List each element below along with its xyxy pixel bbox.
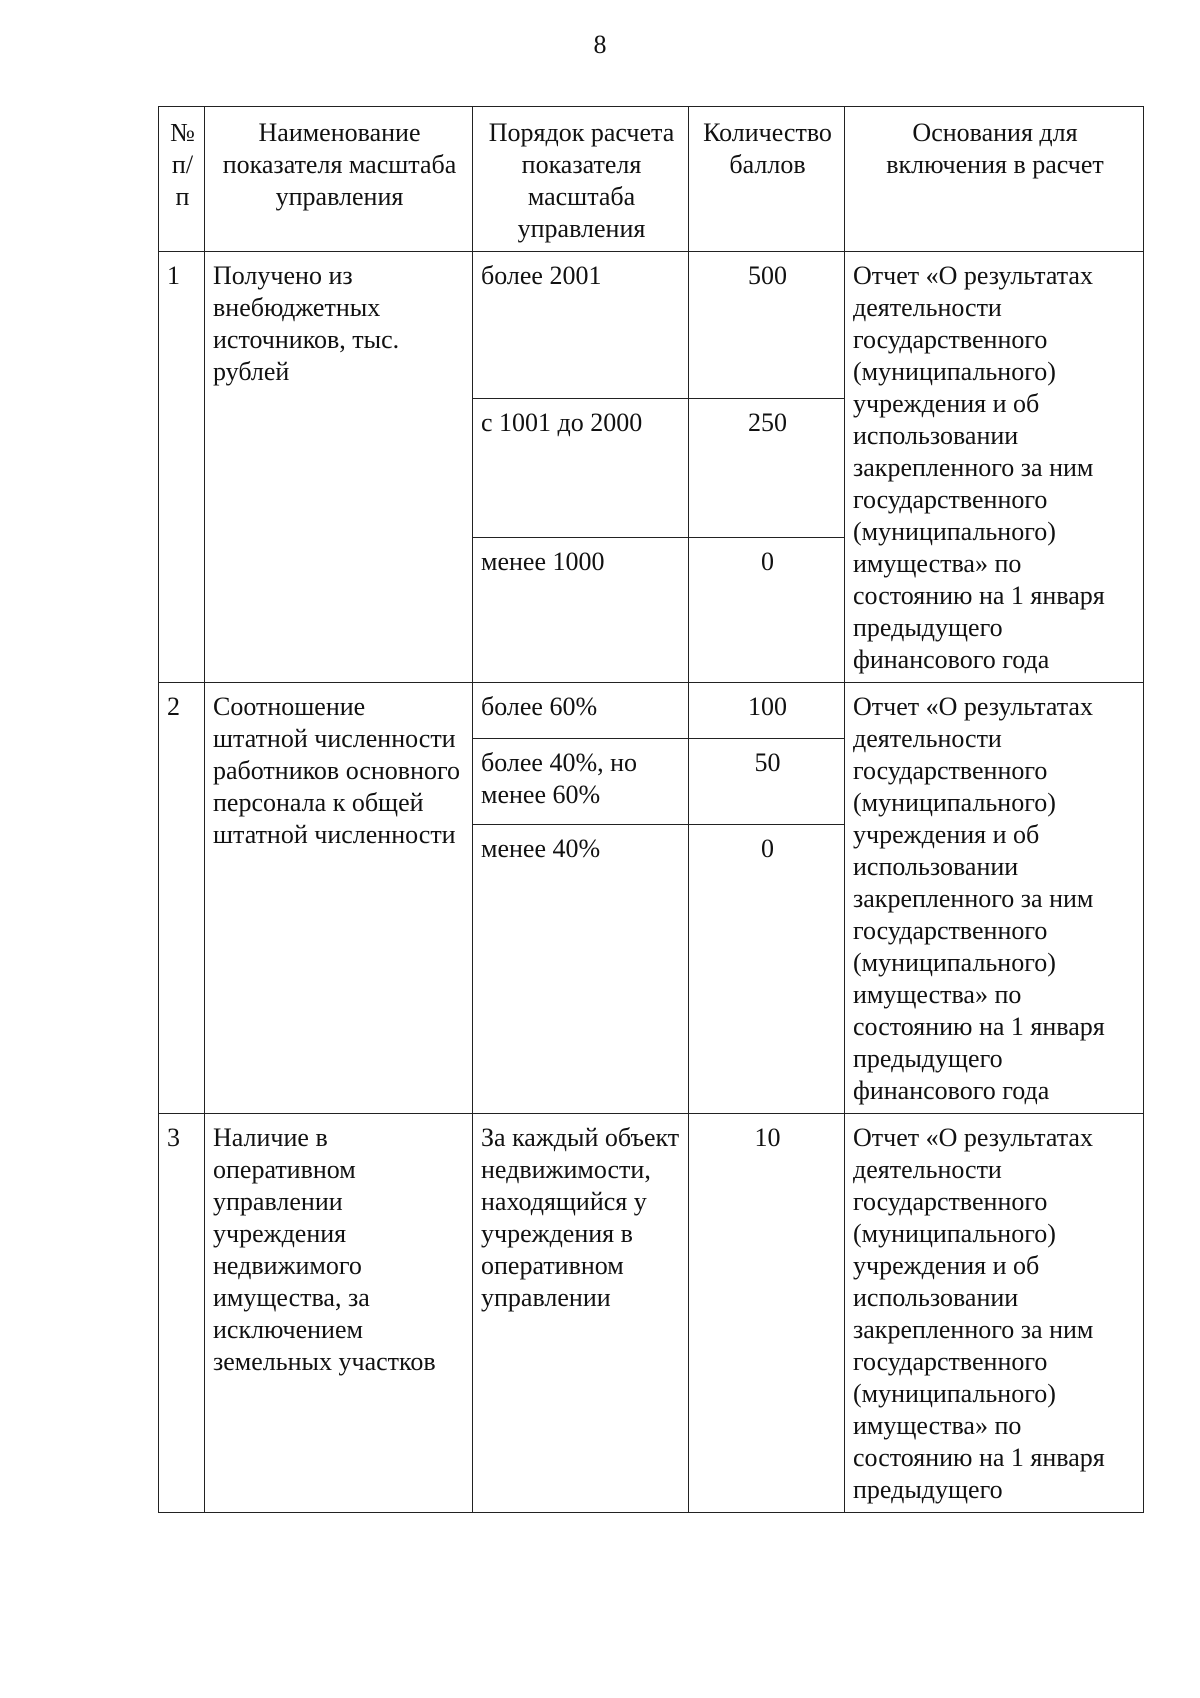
score-value: 0 [689, 538, 845, 683]
inclusion-basis: Отчет «О результатах деятельности государственного (муниципального) учреждения и об использовании закрепленного за ним государственного (муниципального) имущества» по состоянию на 1 января предыдущего [845, 1114, 1144, 1513]
table-header-row [159, 107, 1144, 252]
criteria-table [158, 106, 1144, 1513]
score-value: 10 [689, 1114, 845, 1513]
table-row [159, 683, 1144, 739]
row-number: 1 [159, 252, 205, 683]
calc-rule: За каждый объект недвижимости, находящийся у учреждения в оперативном управлении [473, 1114, 689, 1513]
score-value: 100 [689, 683, 845, 739]
indicator-name: Соотношение штатной численности работников основного персонала к общей штатной численности [205, 683, 473, 1114]
header-basis: Основания для включения в расчет [845, 107, 1144, 252]
score-value: 0 [689, 824, 845, 1113]
indicator-name: Наличие в оперативном управлении учреждения недвижимого имущества, за исключением земельных участков [205, 1114, 473, 1513]
score-value: 250 [689, 399, 845, 538]
header-calc: Порядок расчета показателя масштаба управления [473, 107, 689, 252]
indicator-name: Получено из внебюджетных источников, тыс. рублей [205, 252, 473, 683]
table-row [159, 252, 1144, 399]
inclusion-basis: Отчет «О результатах деятельности государственного (муниципального) учреждения и об использовании закрепленного за ним государственного (муниципального) имущества» по состоянию на 1 января предыдущего финансового года [845, 252, 1144, 683]
table-row [159, 1114, 1144, 1513]
calc-rule: более 2001 [473, 252, 689, 399]
page-number: 8 [593, 30, 607, 59]
score-value: 500 [689, 252, 845, 399]
row-number: 2 [159, 683, 205, 1114]
header-score: Количество баллов [689, 107, 845, 252]
calc-rule: более 40%, но менее 60% [473, 738, 689, 824]
header-name: Наименование показателя масштаба управления [205, 107, 473, 252]
calc-rule: менее 40% [473, 824, 689, 1113]
score-value: 50 [689, 738, 845, 824]
row-number: 3 [159, 1114, 205, 1513]
calc-rule: с 1001 до 2000 [473, 399, 689, 538]
inclusion-basis: Отчет «О результатах деятельности государственного (муниципального) учреждения и об использовании закрепленного за ним государственного (муниципального) имущества» по состоянию на 1 января предыдущего финансового года [845, 683, 1144, 1114]
header-num: № п/п [159, 107, 205, 252]
calc-rule: менее 1000 [473, 538, 689, 683]
calc-rule: более 60% [473, 683, 689, 739]
